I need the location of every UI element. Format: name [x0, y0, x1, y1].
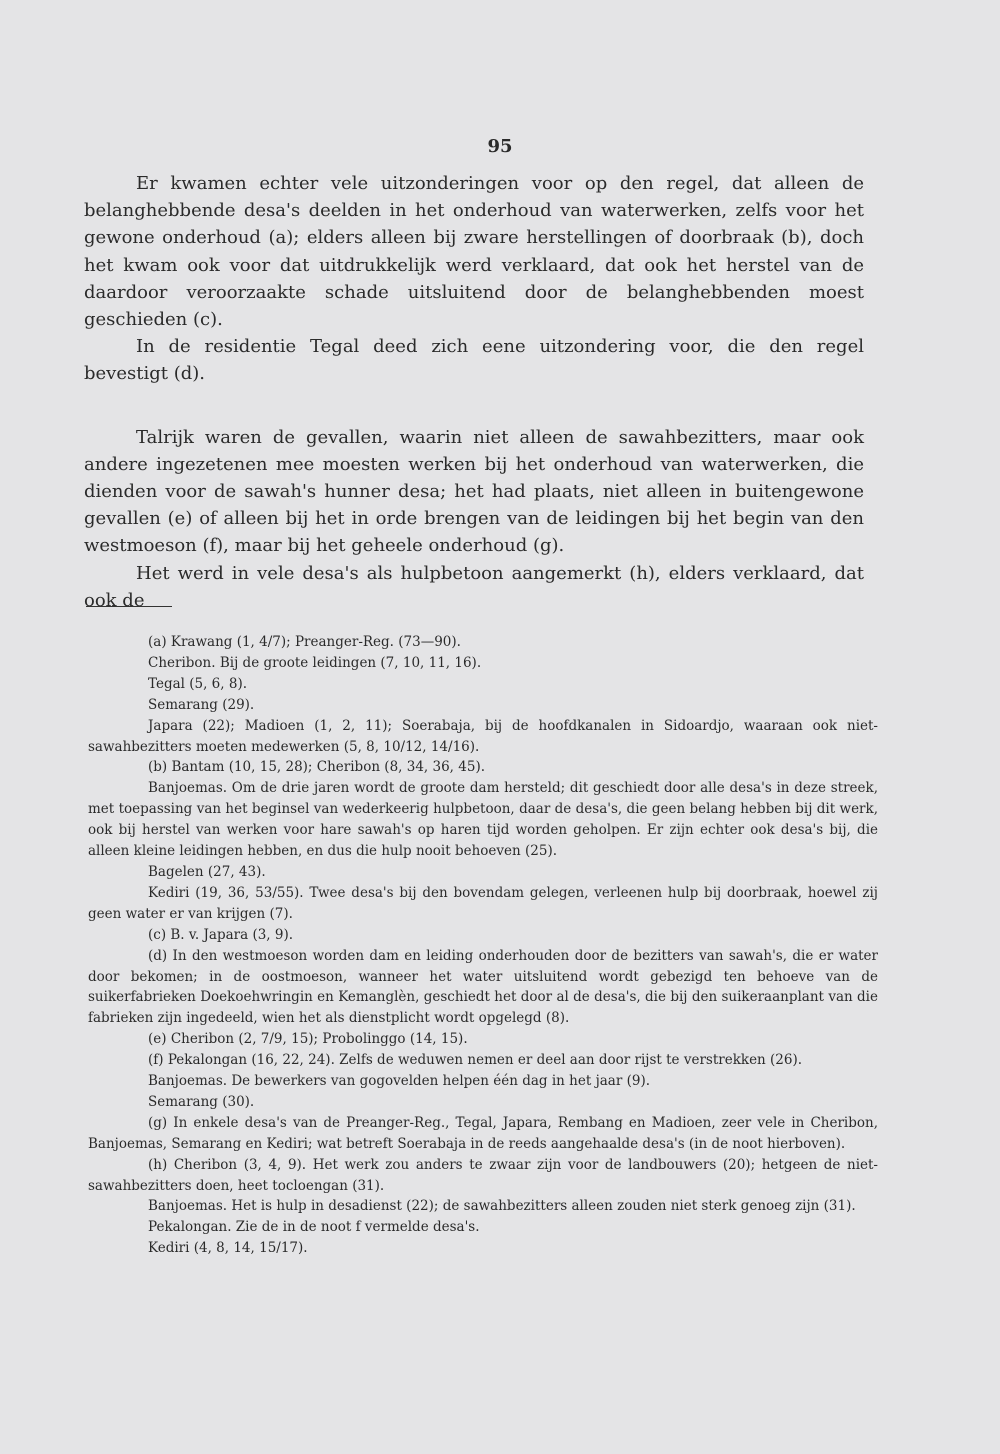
footnote: Kediri (19, 36, 53/55). Twee desa's bij den bovendam gelegen, verleenen hulp bij doorbraak, hoewel zij geen water er van krijgen (7).: [88, 884, 878, 922]
paragraph: Talrijk waren de gevallen, waarin niet alleen de sawahbezitters, maar ook andere ingezetenen mee moesten werken bij het onderhoud van waterwerken, die dienden voor de sawah's hunner desa; het had plaats, niet alleen in buitengewone gevallen (e) of alleen bij het in orde brengen van de leidingen bij het begin van den westmoeson (f), maar bij het geheele onderhoud (g).: [84, 426, 864, 557]
body-text: [84, 170, 864, 614]
footnote: Kediri (4, 8, 14, 15/17).: [148, 1240, 308, 1257]
footnote: Pekalongan. Zie de in de noot f vermelde desa's.: [148, 1219, 480, 1236]
footnote: Cheribon. Bij de groote leidingen (7, 10, 11, 16).: [148, 654, 482, 671]
footnote: (d) In den westmoeson worden dam en leiding onderhouden door de bezitters van sawah's, die er water door bekomen; in de oostmoeson, wanneer het water uitsluitend wordt gebezigd ten behoeve van de suikerfabrieken Doekoehwringin en Kemanglèn, geschiedt het door al de desa's, die bij den suikeraanplant van die fabrieken zijn ingedeeld, wien het als dienstplicht wordt opgelegd (8).: [88, 947, 878, 1027]
footnote: Banjoemas. Om de drie jaren wordt de groote dam hersteld; dit geschiedt door alle desa's in deze streek, met toepassing van het beginsel van wederkeerig hulpbetoon, daar de desa's, die geen belang hebben bij dit werk, ook bij herstel van werken voor hare sawah's op haren tijd worden geholpen. Er zijn echter ook desa's bij, die alleen kleine leidingen hebben, en dus die hulp nooit behoeven (25).: [88, 780, 878, 860]
footnote: Bagelen (27, 43).: [148, 863, 266, 880]
footnote: (b) Bantam (10, 15, 28); Cheribon (8, 34, 36, 45).: [148, 759, 486, 776]
footnote: Banjoemas. Het is hulp in desadienst (22); de sawahbezitters alleen zouden niet sterk genoeg zijn (31).: [148, 1198, 856, 1215]
footnote: (g) In enkele desa's van de Preanger-Reg., Tegal, Japara, Rembang en Madioen, zeer vele in Cheribon, Banjoemas, Semarang en Kediri; wat betreft Soerabaja in de reeds aangehaalde desa's (in de noot hierboven).: [88, 1114, 878, 1152]
footnote: Japara (22); Madioen (1, 2, 11); Soerabaja, bij de hoofdkanalen in Sidoardjo, waaraan ook niet-sawahbezitters moeten medewerken (5, 8, 10/12, 14/16).: [88, 717, 878, 755]
footnote: Tegal (5, 6, 8).: [148, 675, 248, 692]
page-number: 95: [487, 136, 513, 157]
footnote: (f) Pekalongan (16, 22, 24). Zelfs de weduwen nemen er deel aan door rijst te verstrekken (26).: [148, 1052, 803, 1069]
footnote: (e) Cheribon (2, 7/9, 15); Probolinggo (14, 15).: [148, 1031, 468, 1048]
footnote: Semarang (29).: [148, 696, 255, 713]
footnote: (h) Cheribon (3, 4, 9). Het werk zou anders te zwaar zijn voor de landbouwers (20); hetgeen de niet-sawahbezitters doen, heet tocloengan (31).: [88, 1156, 878, 1194]
footnote: Banjoemas. De bewerkers van gogovelden helpen één dag in het jaar (9).: [148, 1073, 651, 1090]
footnote-divider: [86, 606, 172, 607]
paragraph: Er kwamen echter vele uitzonderingen voor op den regel, dat alleen de belanghebbende desa's deelden in het onderhoud van waterwerken, zelfs voor het gewone onderhoud (a); elders alleen bij zware herstellingen of doorbraak (b), doch het kwam ook voor dat uitdrukkelijk werd verklaard, dat ook het herstel van de daardoor veroorzaakte schade uitsluitend door de belanghebbenden moest geschieden (c).: [84, 173, 864, 331]
paragraph: Het werd in vele desa's als hulpbetoon aangemerkt (h), elders verklaard, dat ook de: [84, 562, 864, 611]
footnote: (c) B. v. Japara (3, 9).: [148, 926, 294, 943]
paragraph: In de residentie Tegal deed zich eene uitzondering voor, die den regel bevestigt (d).: [84, 336, 864, 385]
footnote: Semarang (30).: [148, 1093, 255, 1110]
footnote: (a) Krawang (1, 4/7); Preanger-Reg. (73—90).: [148, 634, 461, 650]
footnotes: [88, 632, 878, 1259]
